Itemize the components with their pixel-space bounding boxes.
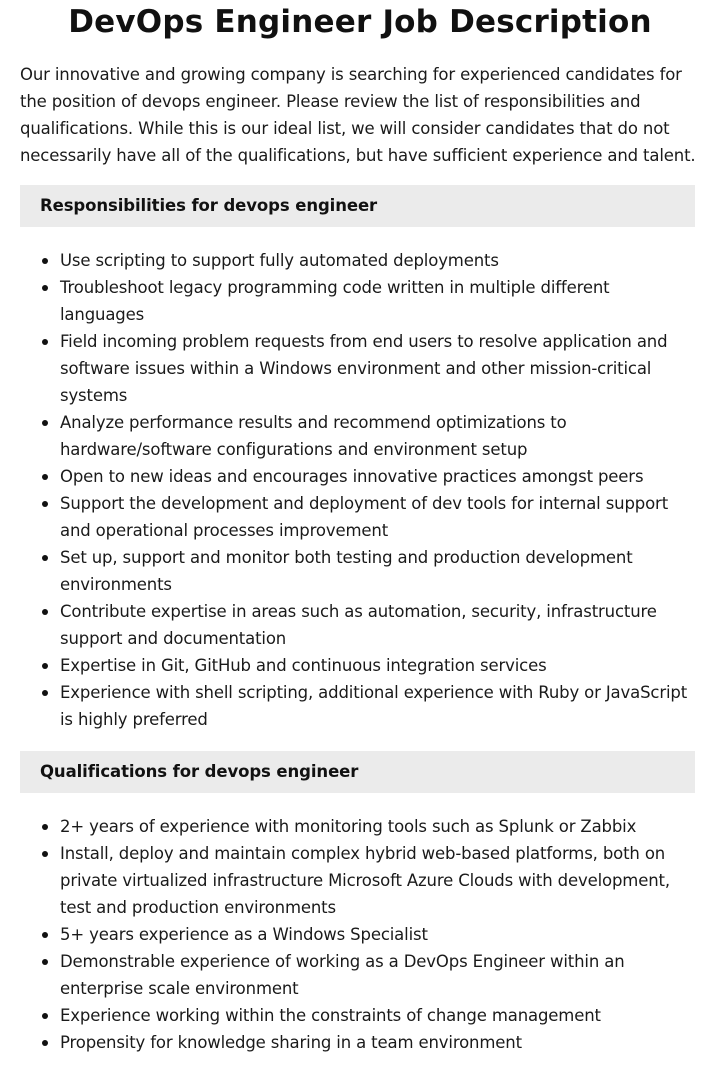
list-item: Support the development and deployment of dev tools for internal support and operational processes improvement — [20, 490, 698, 544]
list-item: 2+ years of experience with monitoring tools such as Splunk or Zabbix — [20, 813, 698, 840]
list-item: Propensity for knowledge sharing in a team environment — [20, 1029, 698, 1056]
list-item: Install, deploy and maintain complex hybrid web-based platforms, both on private virtualized infrastructure Microsoft Azure Clouds with development, test and production environments — [20, 840, 698, 921]
intro-paragraph: Our innovative and growing company is searching for experienced candidates for the position of devops engineer. Please review the list of responsibilities and qualifications. While this is our ideal list, we will consider candidates that do not necessarily have all of the qualifications, but have sufficient experience and talent. — [20, 65, 696, 165]
list-item: Analyze performance results and recommend optimizations to hardware/software configurations and environment setup — [20, 409, 698, 463]
list-item: Experience with shell scripting, additional experience with Ruby or JavaScript is highly preferred — [20, 679, 698, 733]
list-item: 5+ years experience as a Windows Specialist — [20, 921, 698, 948]
list-item: Set up, support and monitor both testing and production development environments — [20, 544, 698, 598]
list-item: Field incoming problem requests from end users to resolve application and software issues within a Windows environment and other mission-critical systems — [20, 328, 698, 409]
qualifications-list — [20, 813, 698, 1056]
qualifications-heading: Qualifications for devops engineer — [20, 751, 695, 793]
list-item: Expertise in Git, GitHub and continuous integration services — [20, 652, 698, 679]
list-item: Demonstrable experience of working as a DevOps Engineer within an enterprise scale environment — [20, 948, 698, 1002]
list-item: Open to new ideas and encourages innovative practices amongst peers — [20, 463, 698, 490]
list-item: Troubleshoot legacy programming code written in multiple different languages — [20, 274, 698, 328]
responsibilities-heading: Responsibilities for devops engineer — [20, 185, 695, 227]
list-item: Contribute expertise in areas such as automation, security, infrastructure support and documentation — [20, 598, 698, 652]
list-item: Use scripting to support fully automated deployments — [20, 247, 698, 274]
list-item: Experience working within the constraints of change management — [20, 1002, 698, 1029]
responsibilities-list — [20, 247, 698, 733]
page-title: DevOps Engineer Job Description — [68, 4, 652, 40]
